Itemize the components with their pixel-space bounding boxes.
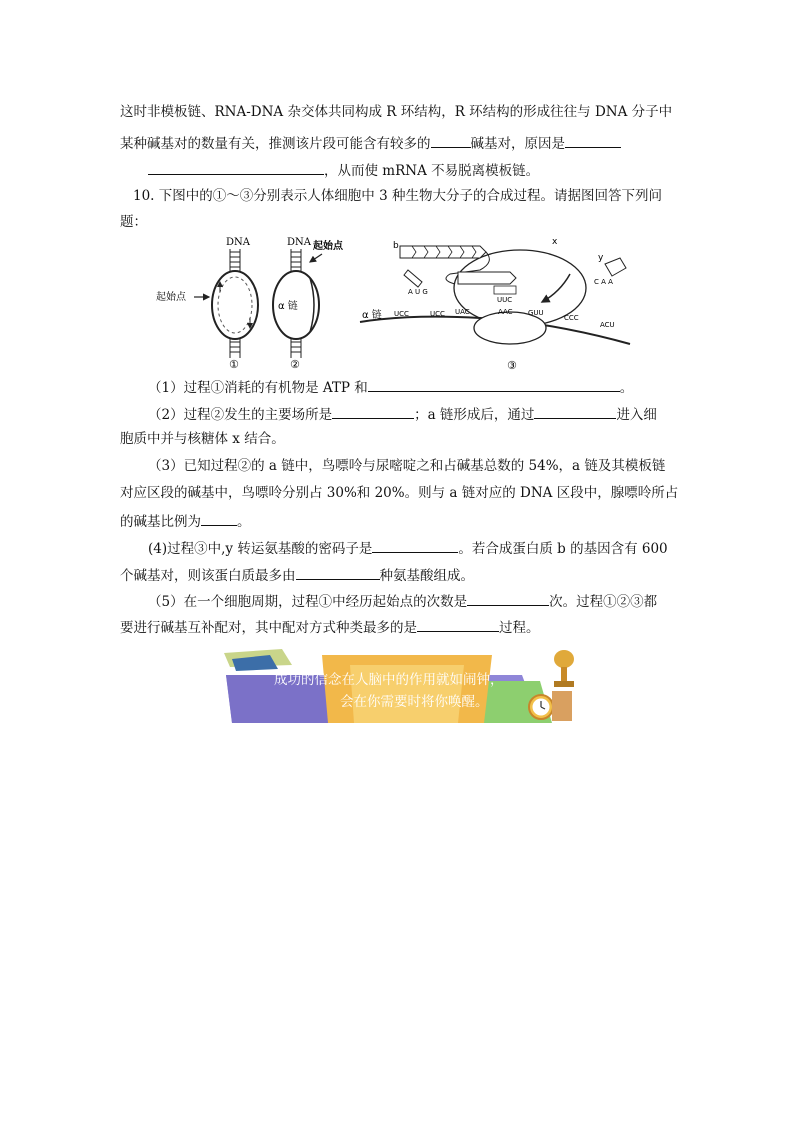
motivational-banner <box>222 645 590 727</box>
banner-line-2: 会在你需要时将你唤醒。 <box>340 694 489 710</box>
subq1-text-a: （1）过程①消耗的有机物是 ATP 和 <box>148 380 368 396</box>
subq3-line-3 <box>120 511 251 531</box>
subq4-line2-b: 种氨基酸组成。 <box>379 568 474 584</box>
d3-label-y: y <box>598 253 604 263</box>
d2-origin-label: 起始点 <box>313 241 343 252</box>
subq5-answer-blank-2[interactable] <box>417 617 499 632</box>
biosynthesis-diagram <box>150 232 640 372</box>
subq3-answer-blank[interactable] <box>201 511 237 526</box>
d3-number: ③ <box>507 359 517 372</box>
subq4-answer-blank-2[interactable] <box>296 565 380 580</box>
d3-codon-6: CCC <box>564 314 579 322</box>
question-10-stem <box>133 187 662 205</box>
d3-codon-2: UCC <box>430 310 445 318</box>
subq4-text-a: (4)过程③中,y 转运氨基酸的密码子是 <box>148 541 373 557</box>
d2-chain-label: α 链 <box>278 301 298 312</box>
subq2-text-a: （2）过程②发生的主要场所是 <box>148 407 333 423</box>
d3-label-x: x <box>552 237 558 247</box>
para-line-2 <box>120 133 621 153</box>
d1-dna-label: DNA <box>226 237 250 248</box>
question-number: 10. <box>133 188 155 204</box>
subq4-line2-a: 个碱基对，则该蛋白质最多由 <box>120 568 296 584</box>
subq5-text-b: 次。过程①②③都 <box>549 594 658 610</box>
subq5-line-2 <box>120 617 540 637</box>
answer-blank-reason-2[interactable] <box>148 160 324 175</box>
answer-blank-base-pair[interactable] <box>431 133 471 148</box>
d3-trna-left <box>404 270 422 287</box>
alarm-clock-icon <box>529 695 553 719</box>
diagram-3-translation <box>360 237 630 372</box>
d2-dna-label: DNA <box>287 237 311 248</box>
question-stem-1: 下图中的①～③分别表示人体细胞中 3 种生物大分子的合成过程。请据图回答下列问 <box>158 188 662 204</box>
d2-number: ② <box>290 358 300 371</box>
subq2-answer-blank-2[interactable] <box>534 404 616 419</box>
para-line-1: 这时非模板链、RNA-DNA 杂交体共同构成 R 环结构，R 环结构的形成往往与 DNA 分子中 <box>120 104 673 120</box>
subq3-text-a: 的碱基比例为 <box>120 514 201 530</box>
d3-codon-7: ACU <box>600 321 615 329</box>
subq1-answer-blank[interactable] <box>368 377 620 392</box>
subq3-text-b: 。 <box>237 514 251 530</box>
d1-number: ① <box>229 358 239 371</box>
question-stem-2: 题： <box>120 214 147 230</box>
subq2 <box>148 404 657 424</box>
trophy-icon <box>554 650 574 687</box>
subq2-answer-blank-1[interactable] <box>332 404 414 419</box>
subq4-text-b: 。若合成蛋白质 b 的基因含有 600 <box>458 541 668 557</box>
d3-anticodon-label: UUC <box>497 296 513 304</box>
answer-blank-reason-1[interactable] <box>565 133 621 148</box>
subq5 <box>148 591 657 611</box>
d3-label-b: b <box>393 241 399 251</box>
d3-codon-5: GUU <box>528 309 544 317</box>
d1-origin-label: 起始点 <box>156 292 186 303</box>
d3-codon-1: UCC <box>394 310 409 318</box>
d3-codon-3: UAC <box>455 308 470 316</box>
diagram-1-replication <box>156 237 258 371</box>
d3-trna-right-anticodon: C A A <box>594 278 613 286</box>
d3-chain-label: α 链 <box>362 310 382 321</box>
d3-trna-left-anticodon: A U G <box>408 288 428 296</box>
subq5-text-a: （5）在一个细胞周期，过程①中经历起始点的次数是 <box>148 594 468 610</box>
subq3-line-2: 对应区段的碱基中，鸟嘌呤分别占 30%和 20%。则与 a 链对应的 DNA 区段中，腺嘌呤所占 <box>120 485 679 501</box>
banner-line-1: 成功的信念在人脑中的作用就如闹钟， <box>274 672 504 688</box>
d2-origin-arrow <box>310 254 322 262</box>
subq5-answer-blank-1[interactable] <box>467 591 549 606</box>
subq2-text-c: 进入细 <box>616 407 657 423</box>
para-line-2-a: 某种碱基对的数量有关，推测该片段可能含有较多的 <box>120 136 431 152</box>
d3-trna-y <box>605 258 626 276</box>
subq4-line-2 <box>120 565 474 585</box>
subq4 <box>148 538 668 558</box>
subq5-line2-b: 过程。 <box>499 620 540 636</box>
subq5-line2-a: 要进行碱基互补配对，其中配对方式种类最多的是 <box>120 620 417 636</box>
subq3-line-1: （3）已知过程②的 a 链中，鸟嘌呤与尿嘧啶之和占碱基总数的 54%，a 链及其模板链 <box>148 458 666 474</box>
d3-codon-4: AAC <box>498 308 513 316</box>
subq1 <box>148 377 633 397</box>
subq2-line-2: 胞质中并与核糖体 x 结合。 <box>120 431 285 447</box>
diagram-2-transcription <box>273 237 344 371</box>
para-line-3-b: ，从而使 mRNA 不易脱离模板链。 <box>324 163 540 179</box>
subq4-answer-blank-1[interactable] <box>372 538 458 553</box>
subq1-text-b: 。 <box>619 380 634 396</box>
subq2-text-b: ；a 链形成后，通过 <box>414 407 535 423</box>
para-line-2-b: 碱基对，原因是 <box>470 136 565 152</box>
banner-box <box>552 691 572 721</box>
para-line-3 <box>148 160 539 180</box>
